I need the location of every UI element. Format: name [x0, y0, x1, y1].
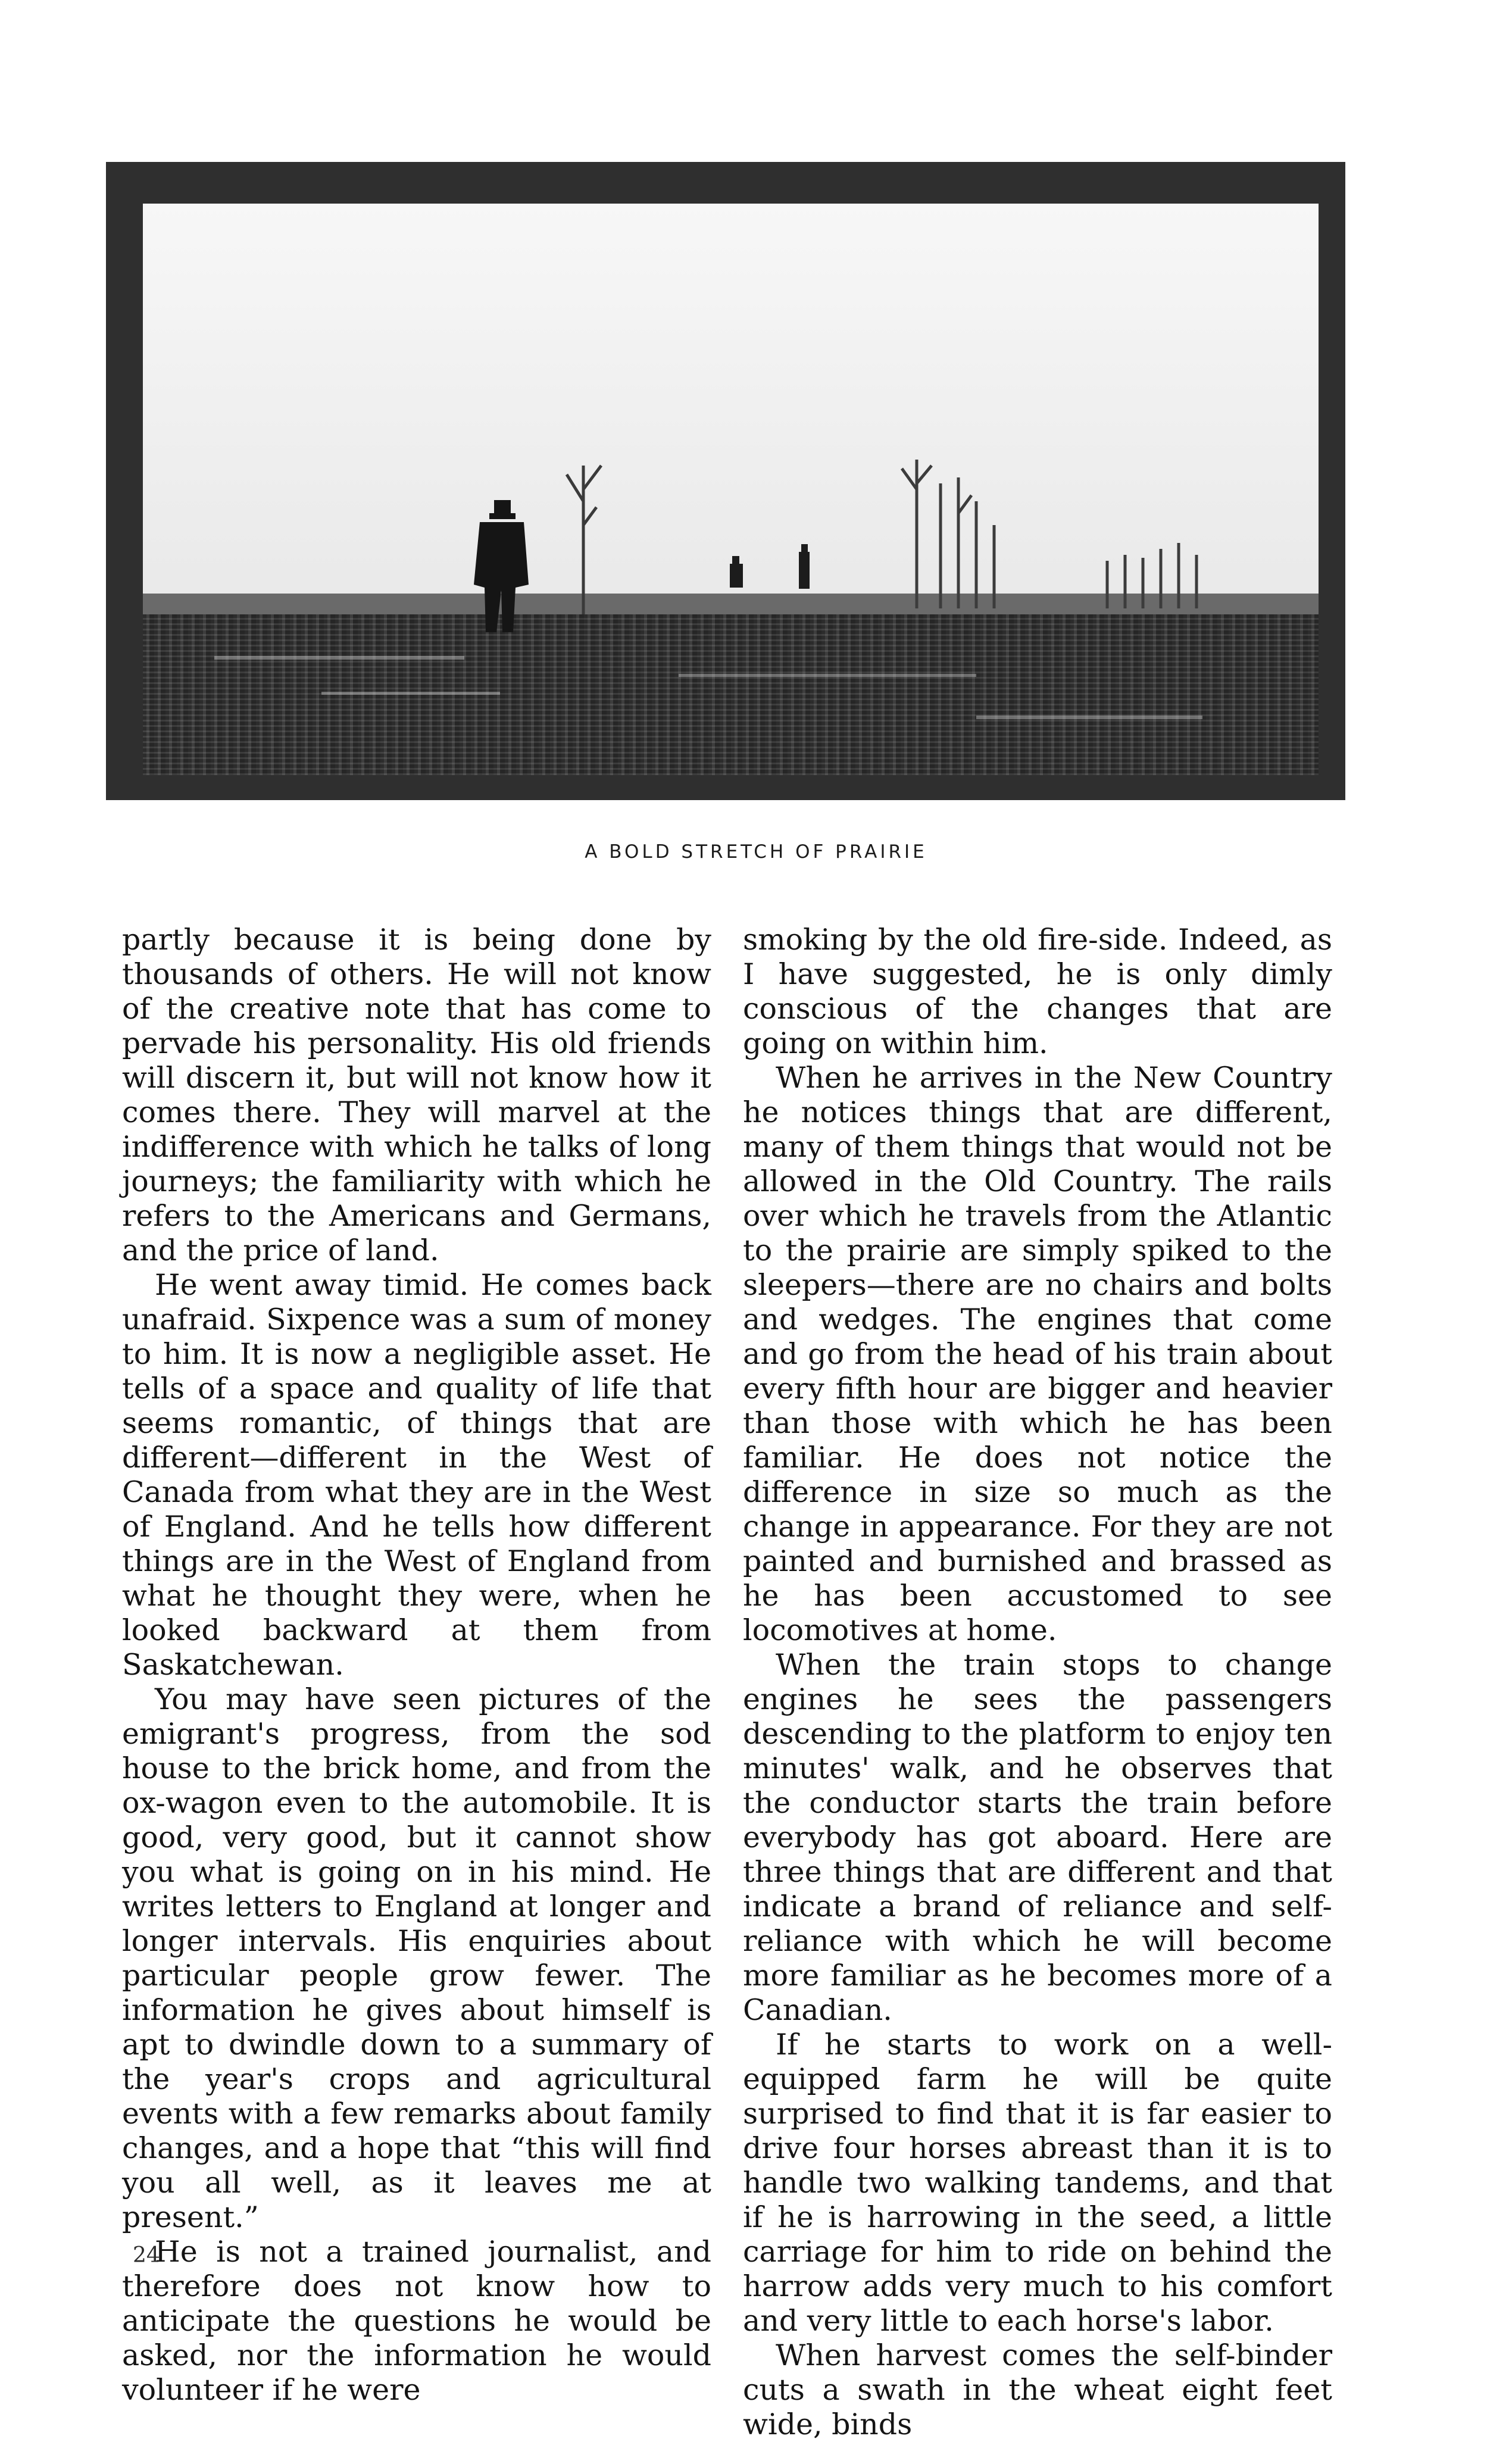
right-paragraph-5: When harvest comes the self-binder cuts a swath in the wheat eight feet wide, binds	[743, 2338, 1332, 2441]
distant-figures	[730, 544, 810, 589]
photo-scene	[143, 204, 1319, 775]
sapling-tree	[567, 466, 601, 614]
left-paragraph-3: You may have seen pictures of the emigrant's progress, from the sod house to the brick home, and from the ox-wagon even to the automobile. It is good, very good, but it cannot show you what is going on in his mind. He writes letters to England at longer and longer intervals. His enquiries about particular people grow fewer. The information he gives about himself is apt to dwindle down to a summary of the year's crops and agricultural events with a few remarks about family changes, and a hope that “this will find you all well, as it leaves me at present.”	[122, 1682, 711, 2234]
photo-figures-and-trees	[143, 204, 1319, 775]
right-paragraph-3: When the train stops to change engines he sees the passengers descending to the platform to enjoy ten minutes' walk, and he observes that the conductor starts the train before everybody has got aboard. Here are three things that are different and that indicate a brand of reliance and self-reliance with which he will become more familiar as he becomes more of a Canadian.	[743, 1648, 1332, 2027]
right-paragraph-2: When he arrives in the New Country he notices things that are different, many of them things that would not be allowed in the Old Country. The rails over which he travels from the Atlantic to the prairie are simply spiked to the sleepers—there are no chairs and bolts and wedges. The engines that come and go from the head of his train about every fifth hour are bigger and heavier than those with which he has been familiar. He does not notice the difference in size so much as the change in appearance. For they are not painted and burnished and brassed as he has been accustomed to see locomotives at home.	[743, 1061, 1332, 1647]
right-paragraph-4: If he starts to work on a well-equipped farm he will be quite surprised to find that it is far easier to drive four horses abreast than it is to handle two walking tandems, and that if he is harrowing in the seed, a little carriage for him to ride on behind the harrow adds very much to his comfort and very little to each horse's labor.	[743, 2028, 1332, 2338]
left-paragraph-2: He went away timid. He comes back unafraid. Sixpence was a sum of money to him. It is now a negligible asset. He tells of a space and quality of life that seems romantic, of things that are different—different in the West of Canada from what they are in the West of England. And he tells how different things are in the West of England from what he thought they were, when he looked backward at them from Saskatchewan.	[122, 1268, 711, 1682]
figure-caption: A BOLD STRETCH OF PRAIRIE	[585, 841, 927, 863]
left-paragraph-1: partly because it is being done by thousands of others. He will not know of the creative note that has come to pervade his personality. His old friends will discern it, but will not know how it comes there. They will marvel at the indifference with which he talks of long journeys; the familiarity with which he refers to the Americans and Germans, and the price of land.	[122, 923, 711, 1267]
right-text-column	[743, 923, 1332, 2442]
field-speckle	[214, 656, 1202, 719]
tree-row	[902, 460, 1197, 608]
prairie-photograph	[106, 162, 1345, 800]
standing-man-figure	[474, 500, 529, 632]
left-text-column	[122, 923, 711, 2407]
page-number: 24	[133, 2243, 160, 2268]
left-paragraph-4: He is not a trained journalist, and therefore does not know how to anticipate the questions he would be asked, nor the information he would volunteer if he were	[122, 2235, 711, 2407]
right-paragraph-1: smoking by the old fire-side. Indeed, as I have suggested, he is only dimly conscious of the changes that are going on within him.	[743, 923, 1332, 1060]
